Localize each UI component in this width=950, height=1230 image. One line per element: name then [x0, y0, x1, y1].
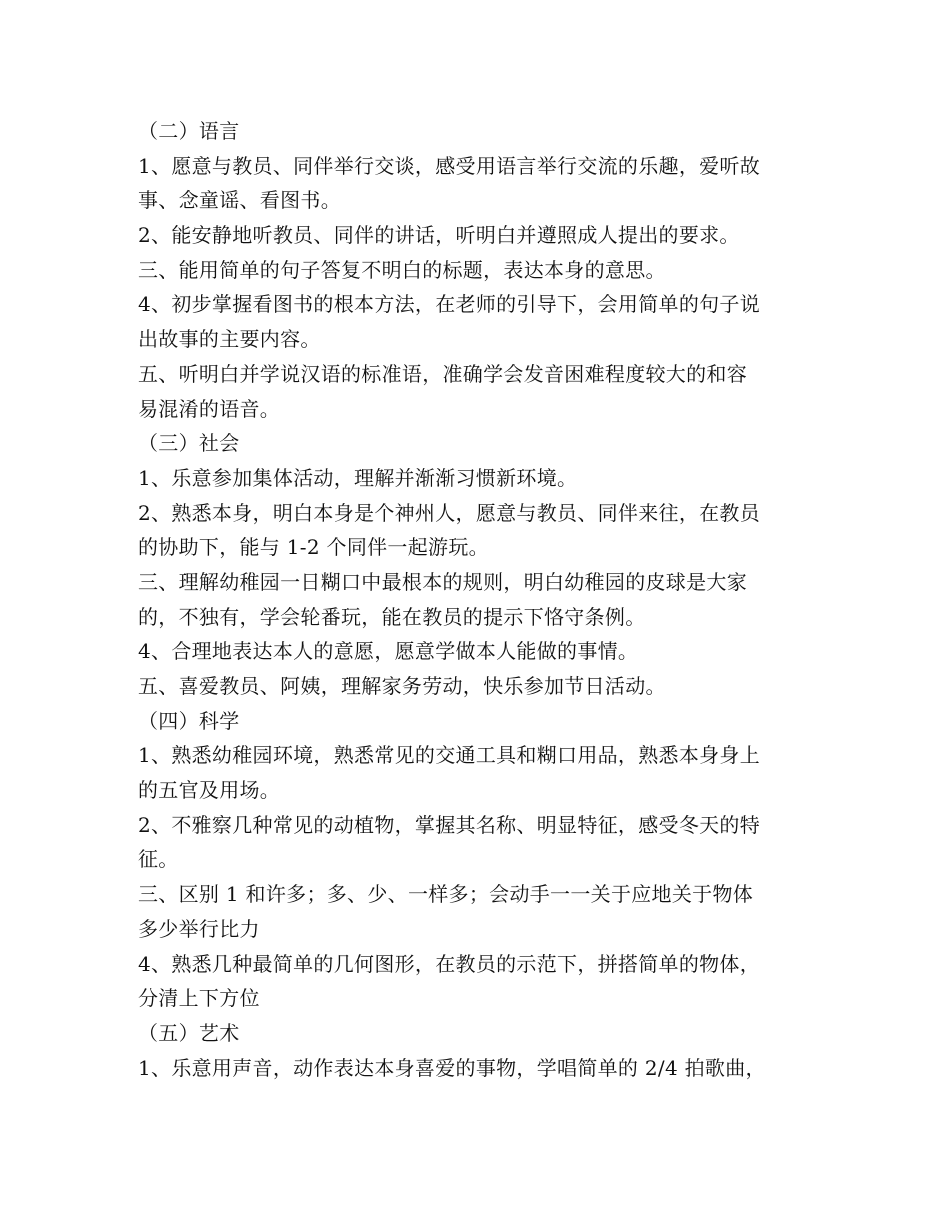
text-line: 三、区别 1 和许多；多、少、一样多；会动手一一关于应地关于物体: [138, 882, 754, 907]
text-line: 2、能安静地听教员、同伴的讲话，听明白并遵照成人提出的要求。: [138, 223, 740, 248]
text-line: 易混淆的语音。: [138, 396, 281, 421]
text-line: 的协助下，能与 1-2 个同伴一起游玩。: [138, 535, 489, 560]
text-line: 4、熟悉几种最简单的几何图形，在教员的示范下，拼搭简单的物体，: [138, 951, 761, 976]
text-line: 1、乐意用声音，动作表达本身喜爱的事物，学唱简单的 2/4 拍歌曲，: [138, 1055, 766, 1080]
text-line: 出故事的主要内容。: [138, 327, 321, 352]
text-line: 三、能用简单的句子答复不明白的标题，表达本身的意思。: [138, 257, 666, 282]
text-line: 的，不独有，学会轮番玩，能在教员的提示下恪守条例。: [138, 604, 646, 629]
section-heading-art: （五）艺术: [138, 1020, 240, 1045]
text-line: 4、初步掌握看图书的根本方法，在老师的引导下，会用简单的句子说: [138, 292, 761, 317]
text-line: 2、熟悉本身，明白本身是个神州人，愿意与教员、同伴来往，在教员: [138, 500, 761, 525]
section-heading-society: （三）社会: [138, 431, 240, 456]
text-line: 事、念童谣、看图书。: [138, 188, 341, 213]
text-line: 4、合理地表达本人的意愿，愿意学做本人能做的事情。: [138, 639, 639, 664]
text-line: 征。: [138, 847, 179, 872]
text-line: 1、愿意与教员、同伴举行交谈，感受用语言举行交流的乐趣，爱听故: [138, 153, 761, 178]
document-body: [138, 114, 818, 1085]
text-line: 五、喜爱教员、阿姨，理解家务劳动，快乐参加节日活动。: [138, 674, 666, 698]
text-line: 三、理解幼稚园一日糊口中最根本的规则，明白幼稚园的皮球是大家: [138, 569, 747, 594]
text-line: 2、不雅察几种常见的动植物，掌握其名称、明显特征，感受冬天的特: [138, 812, 761, 837]
section-heading-science: （四）科学: [138, 708, 240, 733]
text-line: 五、听明白并学说汉语的标准语，准确学会发音困难程度较大的和容: [138, 361, 747, 386]
text-line: 多少举行比力: [138, 916, 260, 941]
text-line: 1、乐意参加集体活动，理解并渐渐习惯新环境。: [138, 465, 578, 490]
section-heading-language: （二）语言: [138, 119, 240, 143]
text-line: 分清上下方位: [138, 986, 260, 1011]
text-line: 1、熟悉幼稚园环境，熟悉常见的交通工具和糊口用品，熟悉本身身上: [138, 743, 761, 768]
text-line: 的五官及用场。: [138, 778, 281, 803]
